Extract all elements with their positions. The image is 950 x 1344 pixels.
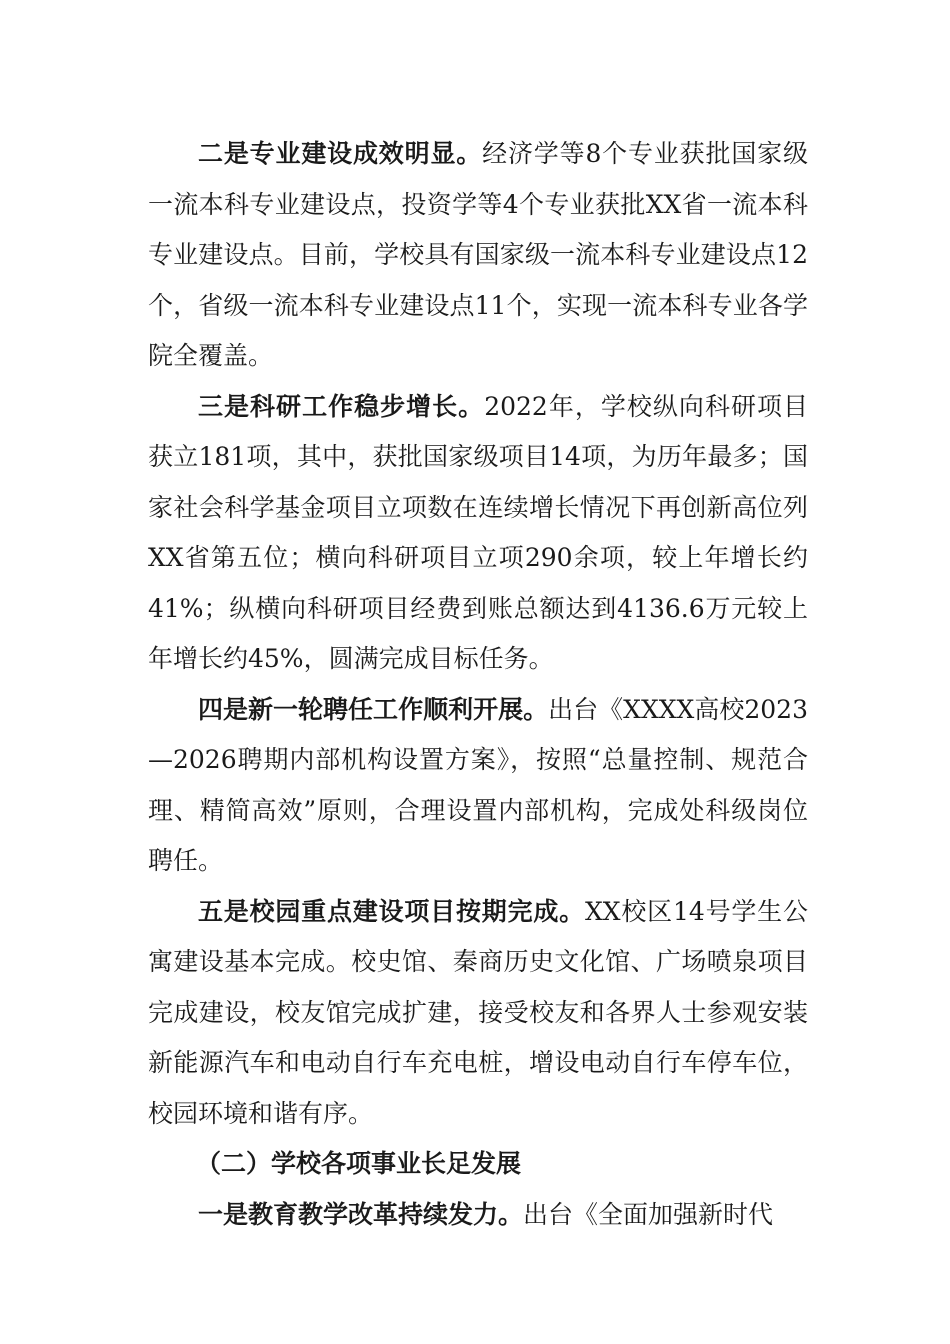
paragraph-research-growth (148, 382, 808, 685)
paragraph-lead: 一是教育教学改革持续发力。 (198, 1199, 524, 1229)
paragraph-text: 2022年，学校纵向科研项目获立181项，其中，获批国家级项目14项，为历年最多；国家社会科学基金项目立项数在连续增长情况下再创新高位列XX省第五位；横向科研项目立项290余项，较上年增长约41%；纵横向科研项目经费到账总额达到4136.6万元较上年增长约45%，圆满完成目标任务。 (148, 391, 808, 673)
paragraph-education-reform (148, 1190, 808, 1241)
paragraph-text: XX校区14号学生公寓建设基本完成。校史馆、秦商历史文化馆、广场喷泉项目完成建设，校友馆完成扩建，接受校友和各界人士参观安装新能源汽车和电动自行车充电桩，增设电动自行车停车位，校园环境和谐有序。 (148, 896, 808, 1128)
paragraph-text: 经济学等8个专业获批国家级一流本科专业建设点，投资学等4个专业获批XX省一流本科专业建设点。目前，学校具有国家级一流本科专业建设点12个，省级一流本科专业建设点11个，实现一流本科专业各学院全覆盖。 (148, 139, 808, 370)
paragraph-lead: 四是新一轮聘任工作顺利开展。 (198, 694, 549, 724)
document-body (148, 129, 808, 1240)
paragraph-lead: 二是专业建设成效明显。 (198, 139, 483, 168)
paragraph-appointment-work (148, 685, 808, 887)
paragraph-lead: 三是科研工作稳步增长。 (198, 391, 485, 421)
paragraph-text: 出台《全面加强新时代 (523, 1199, 774, 1229)
paragraph-text: 出台《XXXX高校2023—2026聘期内部机构设置方案》，按照“总量控制、规范合理、精简高效”原则，合理设置内部机构，完成处科级岗位聘任。 (148, 694, 808, 875)
paragraph-lead: 五是校园重点建设项目按期完成。 (198, 896, 585, 926)
section-heading: （二）学校各项事业长足发展 (196, 1149, 522, 1178)
paragraph-campus-projects (148, 887, 808, 1140)
paragraph-major-construction (148, 129, 808, 382)
